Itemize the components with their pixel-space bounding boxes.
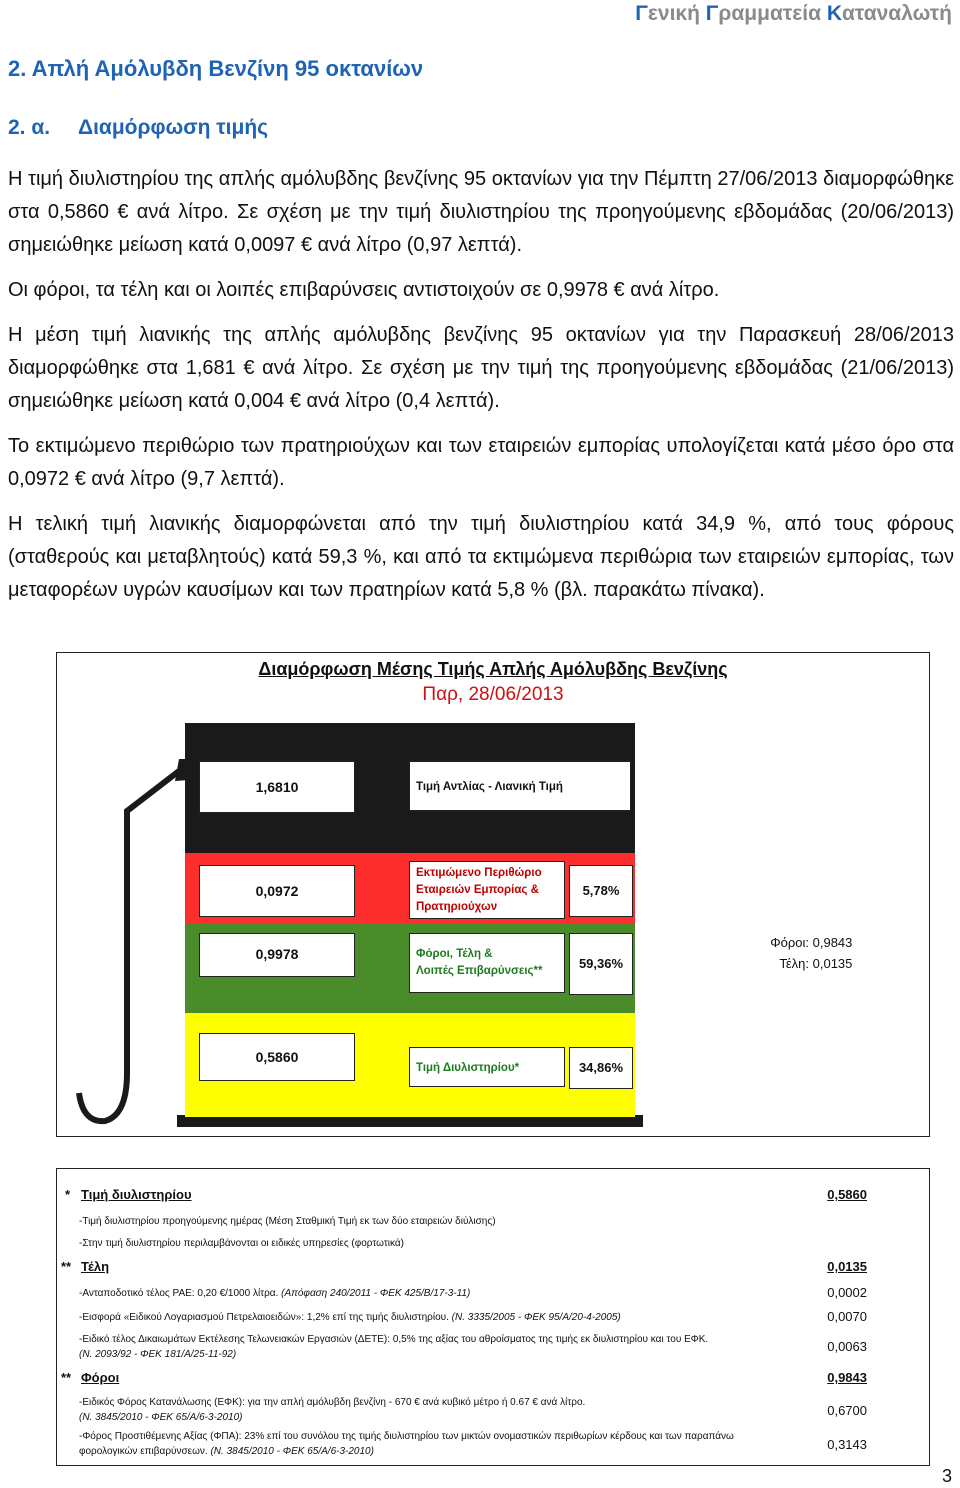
side-taxes-row: [765, 935, 852, 950]
note-item-value: 0,3143: [827, 1437, 867, 1452]
margin-label-line: Εταιρειών Εμπορίας &: [416, 884, 539, 896]
paragraph-retail-price: Η μέση τιμή λιανικής της απλής αμόλυβδης βενζίνης 95 οκτανίων για την Παρασκευή 28/06/2013 διαμορφώθηκε στα 1,681 € ανά λίτρο. Σε σχέση με την τιμή της προηγούμενης εβδομάδας (21/06/2013) σημειώθηκε μείωση κατά 0,004 € ανά λίτρο (0,4 λεπτά).: [8, 324, 954, 412]
refinery-percent-box: 34,86%: [569, 1047, 633, 1089]
taxes-label-line: Λοιπές Επιβαρύνσεις**: [416, 965, 543, 977]
note-item-text: -Εισφορά «Ειδικού Λογαριασμού Πετρελαιοειδών»: 1,2% επί της τιμής διυλιστηρίου. (Ν. 3335/2005 - ΦΕΚ 95/Α/20-4-2005): [79, 1312, 621, 1323]
pump-hose: [79, 771, 179, 1121]
margin-label-line: Πρατηριούχων: [416, 901, 498, 913]
paragraph-margin: Το εκτιμώμενο περιθώριο των πρατηριούχων και των εταιρειών εμπορίας υπολογίζεται κατά μέσο όρο στα 0,0972 € ανά λίτρο (9,7 λεπτά).: [8, 435, 954, 490]
note-item-value: 0,0070: [827, 1309, 867, 1324]
infographic-title: Διαμόρφωση Μέσης Τιμής Απλής Αμόλυβδης Βενζίνης: [258, 659, 728, 679]
subsection-number: 2. α.: [8, 116, 51, 139]
note-mark: **: [61, 1259, 72, 1274]
page-number: 3: [941, 1466, 952, 1486]
margin-label-line: Εκτιμώμενο Περιθώριο: [416, 867, 542, 879]
taxes-label-line: Φόροι, Τέλη &: [416, 948, 493, 960]
paragraph-taxes: Οι φόροι, τα τέλη και οι λοιπές επιβαρύνσεις αντιστοιχούν σε 0,9978 € ανά λίτρο.: [8, 279, 720, 301]
retail-value-box: 1,6810: [199, 761, 355, 813]
side-taxes-value: 0,9843: [812, 935, 853, 950]
side-fees-value: 0,0135: [812, 956, 853, 971]
side-fees-row: [765, 956, 852, 971]
note-title-refinery: Τιμή διυλιστηρίου: [81, 1187, 192, 1202]
section-title: 2. Απλή Αμόλυβδη Βενζίνη 95 οκτανίων: [8, 56, 424, 81]
note-item-value: 0,6700: [827, 1403, 867, 1418]
note-item-text: -Φόρος Προστιθέμενης Αξίας (ΦΠΑ): 23% επί του συνόλου της τιμής διυλιστηρίου των μικτών ονομαστικών περιθωρίων κέρδους και των παραπάνω φορολογικών επιβαρύνσεων. (Ν. 3845/2010 - ΦΕΚ 65/Α/6-3-2010): [79, 1431, 734, 1457]
note-value-fees: 0,0135: [827, 1259, 867, 1274]
subsection-title: [8, 116, 268, 140]
note-item-value: 0,0063: [827, 1339, 867, 1354]
note-value-taxes: 0,9843: [827, 1370, 867, 1385]
paragraph-refinery-price: Η τιμή διυλιστηρίου της απλής αμόλυβδης βενζίνης 95 οκτανίων για την Πέμπτη 27/06/2013 διαμορφώθηκε στα 0,5860 € ανά λίτρο. Σε σχέση με την τιμή διυλιστηρίου της προηγούμενης εβδομάδας (20/06/2013) σημειώθηκε μείωση κατά 0,0097 € ανά λίτρο (0,97 λεπτά).: [8, 168, 954, 256]
note-line: -Στην τιμή διυλιστηρίου περιλαμβάνονται οι ειδικές υπηρεσίες (φορτωτικά): [79, 1238, 404, 1249]
footnotes-table: [56, 1168, 930, 1466]
note-line: -Τιμή διυλιστηρίου προηγούμενης ημέρας (Μέση Σταθμική Τιμή εκ των δύο εταιρειών διύλισης): [79, 1216, 496, 1227]
note-item-text: -Ειδικό τέλος Δικαιωμάτων Εκτέλεσης Τελωνειακών Εργασιών (ΔΕΤΕ): 0,5% της αξίας του αθροίσματος της τιμής εκ διυλιστηρίου και του ΕΦΚ. (Ν. 2093/92 - ΦΕΚ 181/Α/25-11-92): [79, 1334, 709, 1360]
note-item-value: 0,0002: [827, 1285, 867, 1300]
margin-value-box: 0,0972: [199, 865, 355, 917]
note-item-text: -Ειδικός Φόρος Κατανάλωσης (ΕΦΚ): για την απλή αμόλυβδη βενζίνη - 670 € ανά κυβικό μέτρο ή 0.67 € ανά λίτρο. (Ν. 3845/2010 - ΦΕΚ 65/Α/6-3-2010): [79, 1397, 586, 1423]
agency-header: Γενική Γραμματεία Καταναλωτή: [635, 2, 952, 25]
side-fees-key: Τέλη:: [779, 956, 809, 971]
note-title-fees: Τέλη: [81, 1259, 110, 1274]
margin-label-box: [409, 861, 565, 919]
note-title-taxes: Φόροι: [81, 1370, 120, 1385]
side-taxes-key: Φόροι:: [770, 935, 809, 950]
subsection-text: Διαμόρφωση τιμής: [78, 116, 269, 139]
infographic-date: Παρ, 28/06/2013: [422, 684, 564, 705]
retail-label-box: Τιμή Αντλίας - Λιανική Τιμή: [409, 761, 631, 811]
refinery-label-box: Τιμή Διυλιστηρίου*: [409, 1047, 565, 1087]
refinery-value-box: 0,5860: [199, 1033, 355, 1081]
taxes-label-box: [409, 933, 565, 993]
paragraph-composition: Η τελική τιμή λιανικής διαμορφώνεται από την τιμή διυλιστηρίου κατά 34,9 %, από τους φόρους (σταθερούς και μεταβλητούς) κατά 59,3 %, και από τα εκτιμώμενα περιθώρια των εταιρειών εμπορίας, των μεταφορέων υγρών καυσίμων και των πρατηρίων κατά 5,8 % (βλ. παρακάτω πίνακα).: [8, 513, 954, 601]
margin-percent-box: 5,78%: [569, 865, 633, 917]
note-mark: **: [61, 1370, 72, 1385]
note-mark: *: [65, 1187, 71, 1202]
taxes-value-box: 0,9978: [199, 933, 355, 977]
note-item-text: -Ανταποδοτικό τέλος ΡΑΕ: 0,20 €/1000 λίτρα. (Απόφαση 240/2011 - ΦΕΚ 425/Β/17-3-11): [79, 1288, 471, 1299]
taxes-percent-box: 59,36%: [569, 933, 633, 995]
note-value-refinery: 0,5860: [827, 1187, 867, 1202]
price-composition-infographic: [56, 652, 930, 1137]
